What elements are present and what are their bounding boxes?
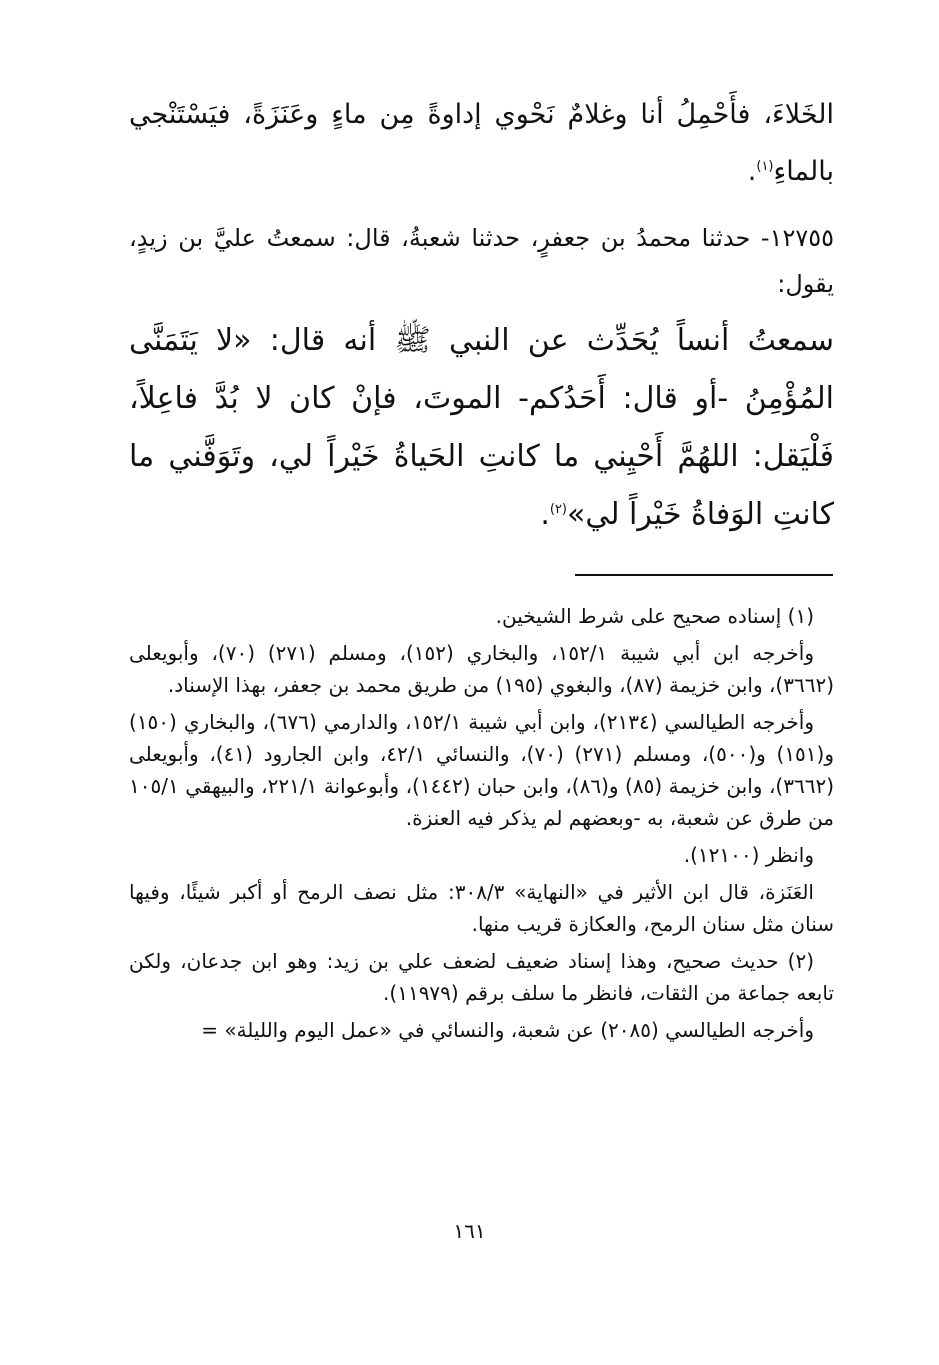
footnote-ref-1: (١): [756, 159, 774, 174]
hadith-body-block: [129, 312, 834, 544]
footnote-1-gloss: العَنَزة، قال ابن الأثير في «النهاية» ٣٠٨/٣: مثل نصف الرمح أو أكبر شيئًا، وفيها سنان مثل سنان الرمح، والعكازة قريب منها.: [129, 880, 834, 936]
footnote-1-see-also: وانظر (١٢١٠٠).: [683, 843, 814, 867]
footnote-1: (١) إسناده صحيح على شرط الشيخين.: [495, 604, 814, 628]
footnote-2-sources: وأخرجه الطيالسي (٢٠٨٥) عن شعبة، والنسائي في «عمل اليوم والليلة» =: [201, 1018, 814, 1042]
footnote-ref-2: (٢): [549, 502, 567, 517]
hadith-header: ١٢٧٥٥- حدثنا محمدُ بن جعفرٍ، حدثنا شعبةُ، قال: سمعتُ عليَّ بن زيدٍ، يقول:: [129, 224, 834, 298]
hadith-body-text: سمعتُ أنساً يُحَدِّث عن النبي ﷺ أنه قال: «لا يَتَمَنَّى المُؤْمِنُ -أو قال: أَحَدُكم- الموتَ، فإنْ كان لا بُدَّ فاعِلاً، فَلْيَقل: اللهُمَّ أَحْيِني ما كانتِ الحَياةُ خَيْراً لي، وتَوَفَّني ما كانتِ الوَفاةُ خَيْراً لي»: [129, 323, 834, 532]
main-continuation: [129, 86, 834, 200]
page-number: ١٦١: [453, 1219, 486, 1243]
footnotes: [129, 600, 834, 1051]
hadith-header-block: [129, 215, 834, 307]
footnote-1-sources: وأخرجه ابن أبي شيبة ١٥٢/١، والبخاري (١٥٢)، ومسلم (٢٧١) (٧٠)، وأبويعلى (٣٦٦٢)، وابن خزيمة (٨٧)، والبغوي (١٩٥) من طريق محمد بن جعفر، بهذا الإسناد.: [129, 641, 834, 697]
continuation-text: الخَلاءَ، فأَحْمِلُ أنا وغلامٌ نَحْوي إداوةً مِن ماءٍ وعَنَزَةً، فيَسْتَنْجي بالماءِ: [129, 99, 834, 187]
footnote-divider: [575, 574, 833, 576]
hadith-period: .: [540, 497, 550, 532]
hadith-body-paragraph: [129, 312, 834, 544]
continuation-period: .: [747, 156, 757, 187]
footnote-1-more-sources: وأخرجه الطيالسي (٢١٣٤)، وابن أبي شيبة ١٥٢/١، والدارمي (٦٧٦)، والبخاري (١٥٠) و(١٥١) و(٥٠٠)، ومسلم (٢٧١) (٧٠)، والنسائي ٤٢/١، وابن الجارود (٤١)، وأبويعلى (٣٦٦٢)، وابن خزيمة (٨٥) و(٨٦)، وابن حبان (١٤٤٢)، وأبوعوانة ٢٢١/١، والبيهقي ١٠٥/١ من طرق عن شعبة، به -وبعضهم لم يذكر فيه العنزة.: [129, 710, 835, 830]
footnote-2: (٢) حديث صحيح، وهذا إسناد ضعيف لضعف علي بن زيد: وهو ابن جدعان، ولكن تابعه جماعة من الثقات، فانظر ما سلف برقم (١١٩٧٩).: [129, 949, 834, 1005]
continuation-paragraph: [129, 86, 834, 200]
